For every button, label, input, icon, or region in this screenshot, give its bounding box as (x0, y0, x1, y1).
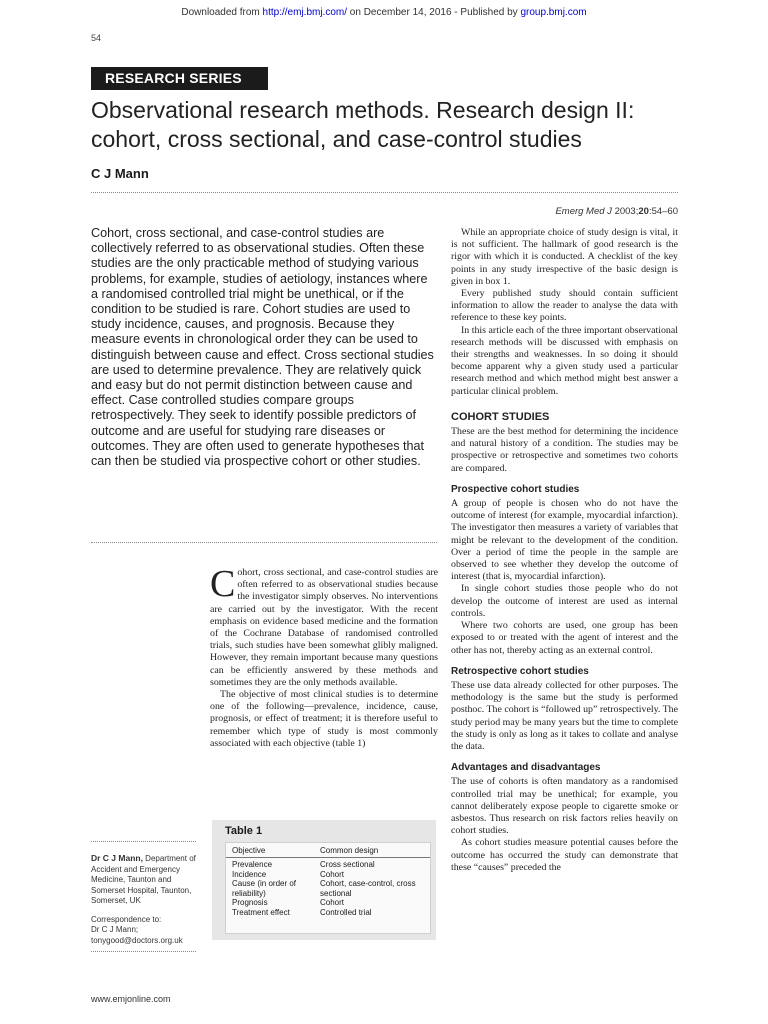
citation-year: 2003; (611, 206, 639, 217)
body-paragraph: Where two cohorts are used, one group has been exposed to or treated with the agent of interest and the other has not, thereby acting as an external control. (451, 620, 678, 656)
affiliation-dept: Department of Accident and Emergency Medicine, Taunton and Somerset Hospital, Taunton, Somerset, UK (91, 854, 196, 905)
body-paragraph: In single cohort studies those people who do not develop the outcome of interest are used as internal controls. (451, 583, 678, 619)
table-header-design: Common design (320, 846, 379, 855)
intro-paragraph (210, 563, 438, 689)
download-middle: on December 14, 2016 - Published by (347, 7, 521, 18)
page-number: 54 (91, 33, 102, 43)
citation-volume: 20 (638, 206, 649, 217)
table-body (225, 842, 431, 934)
body-paragraph: A group of people is chosen who do not have the outcome of interest (for example, myocardial infarction). The investigator then measures a variety of variables that might be relevant to the development of the condition. Over a period of time the people in the sample are observed to see whether they develop the outcome of interest (that is, myocardial infarction). (451, 498, 678, 583)
drop-cap: C (210, 563, 236, 605)
table-cell: Treatment effect (232, 907, 290, 917)
subheading-retrospective: Retrospective cohort studies (451, 665, 589, 677)
article-title: Observational research methods. Research design II: cohort, cross sectional, and case-control studies (91, 97, 635, 152)
table-cell: Cross sectional (320, 860, 375, 869)
journal-website[interactable]: www.emjonline.com (91, 994, 171, 1004)
citation-pages: :54–60 (648, 206, 678, 217)
table-row (226, 860, 430, 870)
affiliation-divider-top (91, 841, 196, 842)
body-paragraph: The use of cohorts is often mandatory as a randomised controlled trial may be unethical; for example, you cannot deliberately expose people to cigarette smoke or asbestos. Thus research on risk factors relies heavily on cohort studies. (451, 776, 678, 837)
subheading-prospective: Prospective cohort studies (451, 483, 580, 495)
correspondence-email[interactable]: tonygood@doctors.org.uk (91, 935, 183, 945)
intro-column (210, 563, 438, 750)
table-1 (212, 820, 436, 940)
publisher-link[interactable]: group.bmj.com (520, 7, 587, 18)
download-prefix: Downloaded from (181, 7, 263, 18)
body-paragraph: In this article each of the three important observational research methods will be discussed with emphasis on their strengths and weaknesses. In so doing it should become apparent why a given study used a particular research method and which method might best answer a particular clinical problem. (451, 324, 678, 397)
table-cell: Cause (in order of reliability) (232, 879, 297, 898)
intro-paragraph-2: The objective of most clinical studies is to determine one of the following—prevalence, incidence, cause, prognosis, or effect of treatment; it is therefore useful to remember which type of study is most commonly associated with each objective (table 1) (210, 689, 438, 749)
subheading-advantages: Advantages and disadvantages (451, 762, 601, 774)
citation (555, 206, 678, 217)
correspondence-label: Correspondence to: (91, 914, 162, 924)
abstract-divider (91, 542, 437, 543)
table-cell: Prognosis (232, 898, 268, 907)
body-paragraph: While an appropriate choice of study design is vital, it is not sufficient. The hallmark of good research is the rigor with which it is conducted. A checklist of the key points in any study irrespective of the basic design is given in box 1. (451, 227, 678, 287)
correspondence-name: Dr C J Mann; (91, 925, 139, 934)
abstract: Cohort, cross sectional, and case-control studies are collectively referred to as observational studies. Often these studies are the only practicable method of studying various problems, for example, studies of aetiology, instances where a randomised controlled trial might be unethical, or if the condition to be studied is rare. Cohort studies are used to study incidence, causes, and prognosis. Because they measure events in chronological order they can be used to distinguish between cause and effect. Cross sectional studies are used to determine prevalence. They are relatively quick and easy but do not permit distinction between cause and effect. Case controlled studies compare groups retrospectively. They seek to identify possible predictors of outcome and are useful for studying rare diseases or outcomes. They are often used to generate hypotheses that can then be studied via prospective cohort or other studies. (91, 226, 434, 469)
table-header-row (226, 843, 430, 858)
series-label: RESEARCH SERIES (91, 67, 268, 90)
section-heading-cohort: COHORT STUDIES (451, 410, 550, 423)
table-row (226, 870, 430, 880)
intro-paragraph-text: ohort, cross sectional, and case-control studies are often referred to as observational studies because the investigator simply observes. No interventions are carried out by the investigator. With the recent emphasis on evidence based medicine and the formation of the Cochrane Database of randomised controlled trials, such studies have been somewhat glibly maligned. However, they remain important because many questions can be efficiently answered by these methods and sometimes they are the only methods available. (210, 567, 438, 688)
table-cell: Incidence (232, 869, 267, 879)
emj-link[interactable]: http://emj.bmj.com/ (262, 7, 348, 18)
table-cell: Controlled trial (320, 907, 372, 917)
body-paragraph: These are the best method for determining the incidence and natural history of a condition. The studies may be prospective or retrospective and sometimes two cohorts are compared. (451, 426, 678, 474)
table-row (226, 898, 430, 908)
table-header-objective: Objective (232, 846, 266, 855)
table-cell: Prevalence (232, 860, 273, 869)
table-cell: Cohort (320, 869, 345, 879)
table-row (226, 879, 430, 898)
download-notice (0, 7, 768, 18)
table-cell: Cohort, case-control, cross sectional (320, 879, 416, 898)
body-paragraph: These use data already collected for other purposes. The methodology is the same but the study is performed posthoc. The cohort is “followed up” retrospectively. The study period may be many years but the time to complete the study is only as long as it takes to collate and analyse the data. (451, 679, 678, 752)
table-title: Table 1 (225, 825, 263, 837)
body-paragraph: As cohort studies measure potential causes before the outcome has occurred the study can demonstrate that these “causes” preceded the (451, 837, 678, 873)
affiliation (91, 853, 201, 946)
divider (91, 192, 678, 193)
affiliation-name: Dr C J Mann, (91, 853, 143, 863)
table-cell: Cohort (320, 898, 345, 907)
citation-journal: Emerg Med J (555, 206, 612, 217)
author-name: C J Mann (91, 166, 149, 181)
table-row (226, 908, 430, 918)
affiliation-divider-bottom (91, 951, 196, 952)
right-column (451, 227, 678, 874)
body-paragraph: Every published study should contain sufficient information to allow the reader to analyse the data with reference to these key points. (451, 288, 678, 324)
